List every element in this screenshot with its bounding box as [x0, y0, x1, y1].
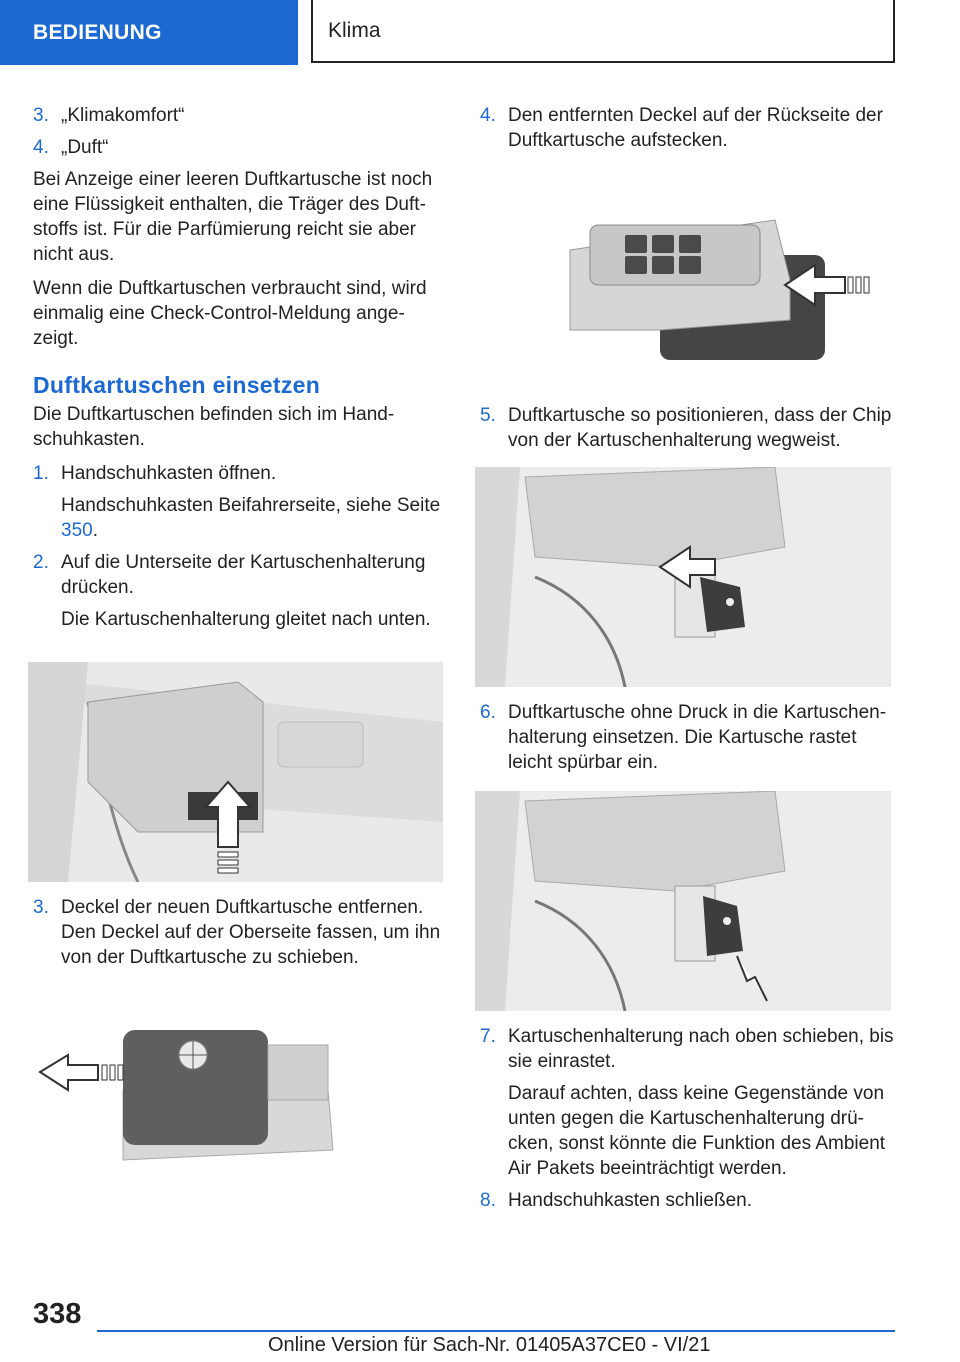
step-text: Duftkartusche ohne Druck in die Kartuschenhalterung einsetzen. Die Kartusche rastet leicht spürbar ein.: [508, 702, 887, 773]
lid-back-illustration: [560, 210, 870, 360]
note-text: .: [92, 520, 98, 541]
step-number: 6.: [480, 702, 496, 723]
step-5: [480, 403, 898, 453]
cartridge-illustration: [28, 1020, 443, 1170]
step-text: Kartuschenhalterung nach oben schieben, bis sie einrastet.: [508, 1026, 894, 1072]
paragraph: Wenn die Duftkartuschen verbraucht sind, wird einmalig eine Check-Control-Meldung angezeigt.: [33, 278, 427, 349]
paragraph: Bei Anzeige einer leeren Duftkartusche ist noch eine Flüssigkeit enthalten, die Träger des Duftstoffs ist. Für die Parfümierung reicht sie aber nicht aus.: [33, 169, 433, 265]
list-number: 4.: [33, 137, 49, 158]
list-item: [33, 135, 443, 160]
step-note: Darauf achten, dass keine Gegenstände von unten gegen die Kartuschenhalterung drücken, sonst könnte die Funktion des Ambient Air Pakets beeinträchtigt werden.: [508, 1083, 886, 1179]
step-text: Handschuhkasten öffnen.: [61, 463, 277, 484]
glovebox-illustration: [28, 662, 443, 882]
figure-insert-cartridge: [475, 791, 891, 1011]
step-7: [480, 1024, 898, 1074]
step-text: Handschuhkasten schließen.: [508, 1190, 752, 1211]
note-text: Handschuhkasten Beifahrerseite, siehe Seite: [61, 495, 441, 516]
step-number: 8.: [480, 1190, 496, 1211]
section-heading: Duftkartuschen einsetzen: [33, 372, 321, 398]
right-column-step7: [480, 1024, 898, 1220]
step-text: Deckel der neuen Duftkartusche entfernen. Den Deckel auf der Oberseite fassen, um ihn von der Duftkartusche zu schieben.: [61, 897, 441, 968]
step-text: Duftkartusche so positionieren, dass der Chip von der Kartuschenhalterung wegweist.: [508, 405, 892, 451]
chapter-title: Klima: [328, 18, 381, 42]
list-text: „Klimakomfort“: [61, 105, 185, 126]
step-number: 1.: [33, 463, 49, 484]
section-title: BEDIENUNG: [33, 20, 162, 44]
page-number: 338: [33, 1298, 82, 1330]
paragraph: Die Duftkartuschen befinden sich im Handschuhkasten.: [33, 404, 395, 450]
step-number: 5.: [480, 405, 496, 426]
step-1: [33, 461, 443, 486]
step-3: [33, 895, 443, 970]
step-number: 2.: [33, 552, 49, 573]
right-column-step6: [480, 700, 898, 782]
step-note: Die Kartuschenhalterung gleitet nach unten.: [61, 609, 431, 630]
list-number: 3.: [33, 105, 49, 126]
step-number: 4.: [480, 105, 496, 126]
figure-glovebox-holder: [28, 662, 443, 882]
step-number: 3.: [33, 897, 49, 918]
page-link[interactable]: 350: [61, 520, 93, 541]
position-illustration: [475, 467, 891, 687]
left-column: [33, 103, 443, 639]
right-column: [480, 103, 898, 160]
step-2: [33, 550, 443, 600]
step-6: [480, 700, 898, 775]
footer-rule: [97, 1330, 895, 1332]
step-text: Auf die Unterseite der Kartuschenhalterung drücken.: [61, 552, 426, 598]
figure-position-cartridge: [475, 467, 891, 687]
footer-version: Online Version für Sach-Nr. 01405A37CE0 - VI/21: [268, 1334, 711, 1356]
figure-lid-back: [560, 210, 870, 360]
step-note: [33, 493, 443, 543]
list-text: „Duft“: [61, 137, 109, 158]
list-item: [33, 103, 443, 128]
insert-illustration: [475, 791, 891, 1011]
right-column-step5: [480, 403, 898, 460]
left-column-lower: [33, 895, 443, 977]
step-8: [480, 1188, 898, 1213]
figure-cartridge-lid: [28, 1020, 443, 1170]
step-4: [480, 103, 898, 153]
chapter-tab: [311, 0, 895, 63]
step-text: Den entfernten Deckel auf der Rückseite der Duftkartusche aufstecken.: [508, 105, 883, 151]
step-number: 7.: [480, 1026, 496, 1047]
section-tab: [0, 0, 298, 65]
